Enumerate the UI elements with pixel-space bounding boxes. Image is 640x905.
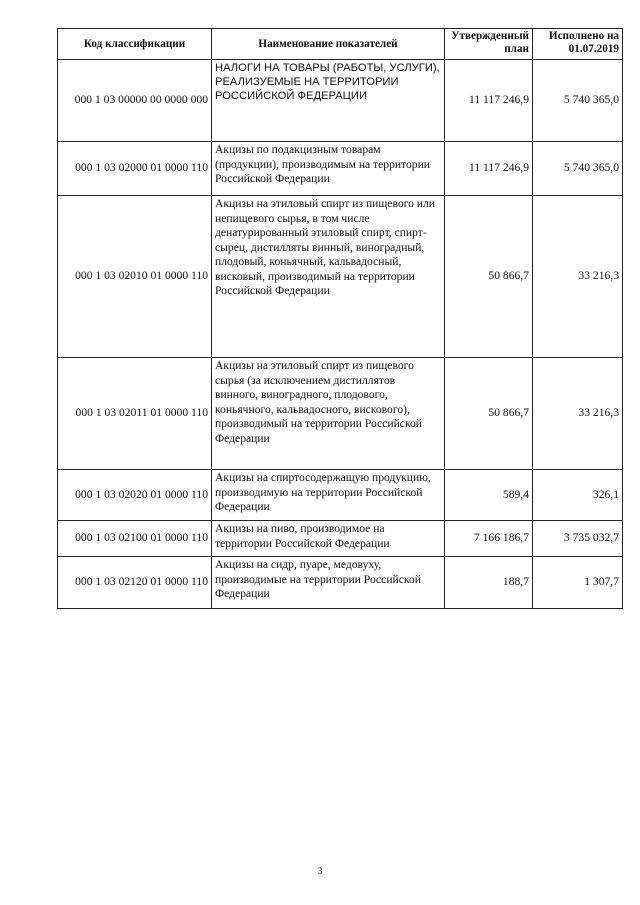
row-name: Акцизы на этиловый спирт из пищевого или непищевого сырья, в том числе денатурированный этиловый спирт, спирт-сырец, дистилляты винный, виноградный, плодовый, коньячный, кальвадосный, висковый, производимый на территории Российской Федерации <box>212 196 445 358</box>
table-row <box>58 142 623 196</box>
row-done: 1 307,7 <box>533 557 623 609</box>
table-row <box>58 60 623 142</box>
row-done: 326,1 <box>533 470 623 521</box>
row-code: 000 1 03 02020 01 0000 110 <box>58 470 212 521</box>
table-row <box>58 521 623 557</box>
row-name: Акцизы на сидр, пуаре, медовуху, производимые на территории Российской Федерации <box>212 557 445 609</box>
row-done: 33 216,3 <box>533 358 623 470</box>
row-name: Акцизы на пиво, производимое на территории Российской Федерации <box>212 521 445 557</box>
table-row <box>58 358 623 470</box>
row-code: 000 1 03 02100 01 0000 110 <box>58 521 212 557</box>
row-plan: 188,7 <box>445 557 533 609</box>
row-name: НАЛОГИ НА ТОВАРЫ (РАБОТЫ, УСЛУГИ), РЕАЛИЗУЕМЫЕ НА ТЕРРИТОРИИ РОССИЙСКОЙ ФЕДЕРАЦИИ <box>212 60 445 142</box>
header-plan: Утвержденный план <box>445 29 533 60</box>
row-done: 33 216,3 <box>533 196 623 358</box>
table-row <box>58 557 623 609</box>
row-code: 000 1 03 02011 01 0000 110 <box>58 358 212 470</box>
header-name: Наименование показателей <box>212 29 445 60</box>
table-header-row <box>58 29 623 60</box>
row-plan: 50 866,7 <box>445 358 533 470</box>
budget-table <box>57 28 623 609</box>
row-code: 000 1 03 00000 00 0000 000 <box>58 60 212 142</box>
row-done: 3 735 032,7 <box>533 521 623 557</box>
table-row <box>58 196 623 358</box>
row-name: Акцизы на этиловый спирт из пищевого сырья (за исключением дистиллятов винного, виноградного, плодового, коньячного, кальвадосного, вискового), производимый на территории Российской Федерации <box>212 358 445 470</box>
row-code: 000 1 03 02010 01 0000 110 <box>58 196 212 358</box>
row-plan: 7 166 186,7 <box>445 521 533 557</box>
row-code: 000 1 03 02000 01 0000 110 <box>58 142 212 196</box>
row-code: 000 1 03 02120 01 0000 110 <box>58 557 212 609</box>
page-number: 3 <box>317 866 323 876</box>
row-plan: 589,4 <box>445 470 533 521</box>
row-plan: 11 117 246,9 <box>445 60 533 142</box>
table-row <box>58 470 623 521</box>
header-done: Исполнено на 01.07.2019 <box>533 29 623 60</box>
row-name: Акцизы на спиртосодержащую продукцию, производимую на территории Российской Федерации <box>212 470 445 521</box>
row-done: 5 740 365,0 <box>533 60 623 142</box>
document-page <box>57 28 623 609</box>
row-name: Акцизы по подакцизным товарам (продукции), производимым на территории Российской Федерации <box>212 142 445 196</box>
row-plan: 50 866,7 <box>445 196 533 358</box>
header-code: Код классификации <box>58 29 212 60</box>
row-plan: 11 117 246,9 <box>445 142 533 196</box>
row-done: 5 740 365,0 <box>533 142 623 196</box>
